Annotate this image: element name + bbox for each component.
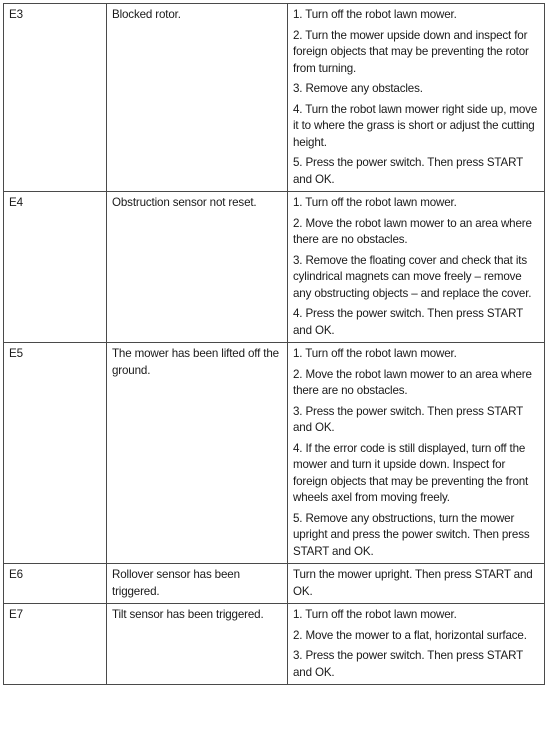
remedy-cell [288, 4, 545, 192]
table-row [4, 192, 545, 343]
table-row [4, 4, 545, 192]
remedy-step: 4. Press the power switch. Then press START and OK. [293, 307, 523, 337]
error-code-table [3, 3, 545, 685]
error-code: E3 [4, 4, 107, 192]
remedy-step: 3. Press the power switch. Then press START and OK. [293, 649, 523, 679]
remedy-step: 2. Turn the mower upside down and inspect for foreign objects that may be preventing the rotor from turning. [293, 28, 529, 75]
table-row [4, 343, 545, 564]
remedy-cell [288, 343, 545, 564]
remedy-cell [288, 564, 545, 604]
remedy-step: 3. Remove any obstacles. [293, 82, 423, 95]
remedy-step: Turn the mower upright. Then press START and OK. [293, 568, 533, 598]
remedy-step: 1. Turn off the robot lawn mower. [293, 608, 457, 621]
error-cause: Rollover sensor has been triggered. [107, 564, 288, 604]
error-code: E7 [4, 604, 107, 685]
table-row [4, 564, 545, 604]
remedy-step: 2. Move the robot lawn mower to an area where there are no obstacles. [293, 367, 532, 397]
remedy-step: 5. Remove any obstructions, turn the mower upright and press the power switch. Then press START and OK. [293, 511, 530, 558]
remedy-step: 5. Press the power switch. Then press START and OK. [293, 156, 523, 186]
remedy-cell [288, 192, 545, 343]
remedy-step: 1. Turn off the robot lawn mower. [293, 8, 457, 21]
error-cause: Tilt sensor has been triggered. [107, 604, 288, 685]
remedy-step: 2. Move the robot lawn mower to an area where there are no obstacles. [293, 216, 532, 246]
error-code: E5 [4, 343, 107, 564]
remedy-step: 3. Press the power switch. Then press START and OK. [293, 404, 523, 434]
error-code: E6 [4, 564, 107, 604]
error-code: E4 [4, 192, 107, 343]
remedy-step: 1. Turn off the robot lawn mower. [293, 347, 457, 360]
error-cause: The mower has been lifted off the ground. [107, 343, 288, 564]
remedy-step: 1. Turn off the robot lawn mower. [293, 196, 457, 209]
error-cause: Obstruction sensor not reset. [107, 192, 288, 343]
error-cause: Blocked rotor. [107, 4, 288, 192]
remedy-step: 2. Move the mower to a flat, horizontal surface. [293, 628, 527, 642]
table-row [4, 604, 545, 685]
remedy-step: 3. Remove the floating cover and check that its cylindrical magnets can move freely – remove any obstructing objects – and replace the cover. [293, 253, 532, 300]
remedy-step: 4. If the error code is still displayed, turn off the mower and turn it upside down. Inspect for foreign objects that may be preventing the front wheels axel from moving freely. [293, 441, 529, 504]
remedy-cell [288, 604, 545, 685]
remedy-step: 4. Turn the robot lawn mower right side up, move it to where the grass is short or adjust the cutting height. [293, 102, 538, 149]
